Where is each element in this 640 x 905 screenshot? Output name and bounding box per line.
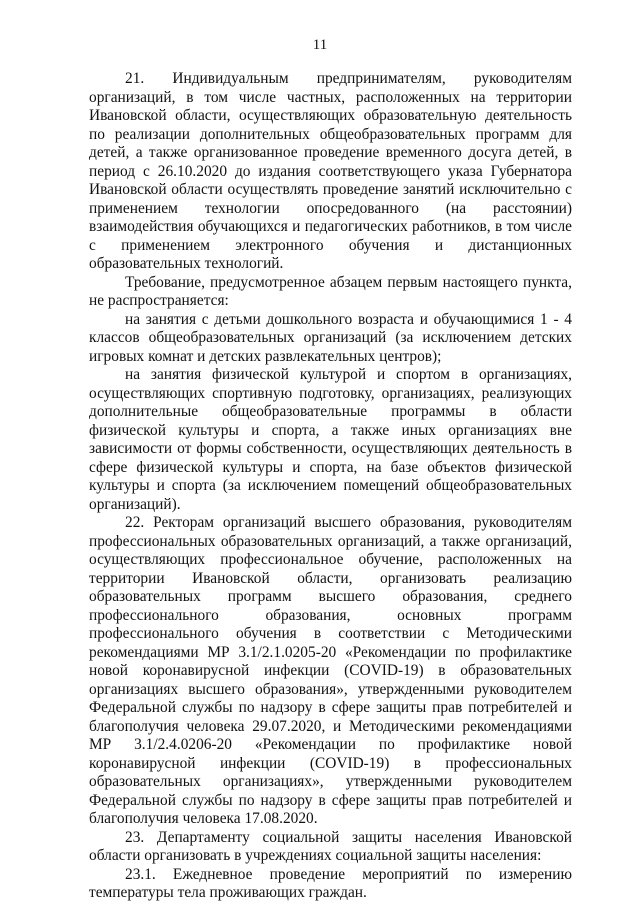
paragraph-21: 21. Индивидуальным предпринимателям, руководителям организаций, в том числе частных, расположенных на территории Ивановской области, осуществляющих образовательную деятельность по реализации дополнительных общеобразовательных программ для детей, а также организованное проведение временного досуга детей, в период с 26.10.2020 до издания соответствующего указа Губернатора Ивановской области осуществлять проведение занятий исключительно с применением технологии опосредованного (на расстоянии) взаимодействия обучающихся и педагогических работников, в том числе с применением электронного обучения и дистанционных образовательных технологий. — [89, 70, 572, 272]
paragraph-23-1: 23.1. Ежедневное проведение мероприятий по измерению температуры тела проживающих граждан. — [89, 865, 572, 901]
paragraph-22: 22. Ректорам организаций высшего образования, руководителям профессиональных образовательных организаций, а также организаций, осуществляющих профессиональное обучение, расположенных на территории Ивановской области, организовать реализацию образовательных программ высшего образования, среднего профессионального образования, основных программ профессионального обучения в соответствии с Методическими рекомендациями МР 3.1/2.1.0205-20 «Рекомендации по профилактике новой коронавирусной инфекции (COVID-19) в образовательных организациях высшего образования», утвержденными руководителем Федеральной службы по надзору в сфере защиты прав потребителей и благополучия человека 29.07.2020, и Методическими рекомендациями МР 3.1/2.4.0206-20 «Рекомендации по профилактике новой коронавирусной инфекции (COVID-19) в профессиональных образовательных организациях», утвержденными руководителем Федеральной службы по надзору в сфере защиты прав потребителей и благополучия человека 17.08.2020. — [89, 514, 572, 827]
paragraph-requirement: Требование, предусмотренное абзацем первым настоящего пункта, не распространяется: — [89, 273, 572, 309]
paragraph-23: 23. Департаменту социальной защиты населения Ивановской области организовать в учреждениях социальной защиты населения: — [89, 828, 572, 864]
paragraph-exception-preschool: на занятия с детьми дошкольного возраста и обучающимися 1 - 4 классов общеобразовательных организаций (за исключением детских игровых комнат и детских развлекательных центров); — [89, 310, 572, 365]
page-number: 11 — [312, 37, 328, 53]
document-body — [89, 70, 572, 903]
paragraph-exception-sport: на занятия физической культурой и спортом в организациях, осуществляющих спортивную подготовку, организациях, реализующих дополнительные общеобразовательные программы в области физической культуры и спорта, а также иных организациях вне зависимости от формы собственности, осуществляющих деятельность в сфере физической культуры и спорта, на базе объектов физической культуры и спорта (за исключением помещений общеобразовательных организаций). — [89, 366, 572, 513]
